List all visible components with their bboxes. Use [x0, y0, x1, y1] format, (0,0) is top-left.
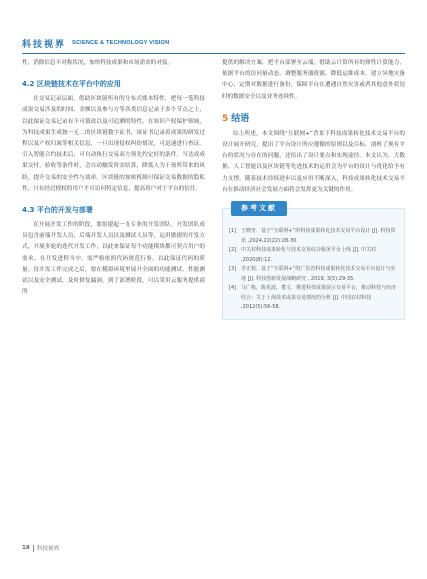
- conclusion-body: 综上所述，本文围绕“互联网+”背景下科技成果转化技术交易平台的设计展开研究，提出了平台设计所应遵循的原则以及目标，剖析了现有平台的状况与存在的问题，还给出了设计要点和实现途径。本文认为，大数据、人工智能以及区块链等先进技术的运用会为平台的设计与优化给予有力支撑。随着技术持续进步以及应用不断深入，科技成果转化技术交易平台在推动经济社会发展方面将会发挥更为关键的作用。: [222, 130, 405, 193]
- reference-text: 李正权．基于“互联网+”的广东省科技成果转化技术交易平台设计与实现 [J]. 科技创新发展战略研究 , 2019, 3(5):29-35.: [241, 266, 396, 282]
- reference-item: [229, 246, 398, 265]
- reference-text: 中关村科技成果转化与技术交易综合服务平台上线 [J]. 中关村 ,2020(8):12.: [241, 247, 377, 263]
- footer-journal-name: 科技视界: [36, 546, 60, 552]
- section-4-3-body: 在开展开发工作的阶段，要组建起一支专业的开发团队。开发团队成员包含前端开发人员、后端开发人员以及测试人员等，运用敏捷的开发方式，开展多轮的迭代开发工作，以此来保证每个功能模块都可契合用户的需求。在开发进程当中，需严格依照代码规范行事，以此保证代码的质量。待开发工作完成之后，要在模拟环境里展开全面的功能测试、性能测试以及安全测试，及时修复漏洞。到了部署阶段，可以采用云服务提供商所: [22, 222, 205, 296]
- footer-divider: [33, 545, 34, 552]
- journal-header: [22, 36, 169, 50]
- reference-number: [3]: [229, 266, 237, 273]
- section-5-title: 结语: [231, 113, 250, 124]
- reference-text: 王晓舟．基于“互联网+”的科技成果转化技术交易平台设计 [J]. 科技资讯 ,2024,22(22):28-30.: [241, 228, 396, 244]
- journal-name-cn: 科技视界: [22, 39, 67, 50]
- journal-name-en: SCIENCE & TECHNOLOGY VISION: [72, 40, 170, 46]
- reference-number: [1]: [229, 228, 237, 235]
- reference-number: [4]: [229, 285, 237, 292]
- header-divider: [22, 53, 405, 54]
- reference-text: 马广栋，陈兆波，董文．推进科技成果展示交易平台，推动科技与经济结合：关于上海技术成果交易情况的分析 [J]. 中国农村科技 ,2012(5):56-58.: [241, 285, 397, 311]
- section-5-heading: [222, 113, 405, 125]
- page-number: 18: [22, 545, 30, 551]
- section-4-3-heading: 4.3 平台的开发与部署: [22, 206, 93, 215]
- references-box: [222, 204, 405, 320]
- right-paragraph-continued: 提供的解决方案，把平台部署至云端，借助云计算所有的弹性计算能力，依据平台的访问量动态、调整服务器资源，降低运维成本。建立异地灾备中心，定期对数据进行备份，保障平台在遭遇自然灾害或者其他意外状况时的数据安全以及业务连续性。: [222, 60, 405, 100]
- reference-item: [229, 265, 398, 284]
- section-4-2-body: 在交易记录层面，借助区块链所有的分布式账本特性，把每一笔科技成果交易涉及的时间、金额以及参与方等各类信息记录于多个节点之上，以此保证交易记录有不可篡改以及可追溯的特性。在知识产权保护领域，为科技成果生成独一无二的区块链数字证书，该证书记录着成果的研发过程以及产权归属等相关信息，一旦出现侵权纠纷情况，可迅速进行查证。引入智能合约技术后，可自动执行交易双方预先约定好的条件。当达成成果交付、验收等条件时，会自动触发资金结算，降低人为干预所带来的风险，提升交易的安全性与效率。区块链的加密机制可保证交易数据的隐私性，只有经过授权的用户才可访问特定信息，提高用户对于平台的信任。: [22, 96, 205, 192]
- reference-item: [229, 227, 398, 246]
- section-4-2-heading: 4.2 区块链技术在平台中的应用: [22, 80, 121, 89]
- reference-number: [2]: [229, 247, 237, 254]
- page-footer: [22, 544, 59, 552]
- section-5-number: 5: [222, 113, 229, 124]
- left-column: [22, 58, 205, 298]
- reference-item: [229, 284, 398, 313]
- references-title: 参考文献: [231, 201, 287, 216]
- left-paragraph-continued: 性，消除信息不对称状况，加快科技成果和市场需求的对接。: [22, 60, 174, 66]
- right-column: [222, 58, 405, 320]
